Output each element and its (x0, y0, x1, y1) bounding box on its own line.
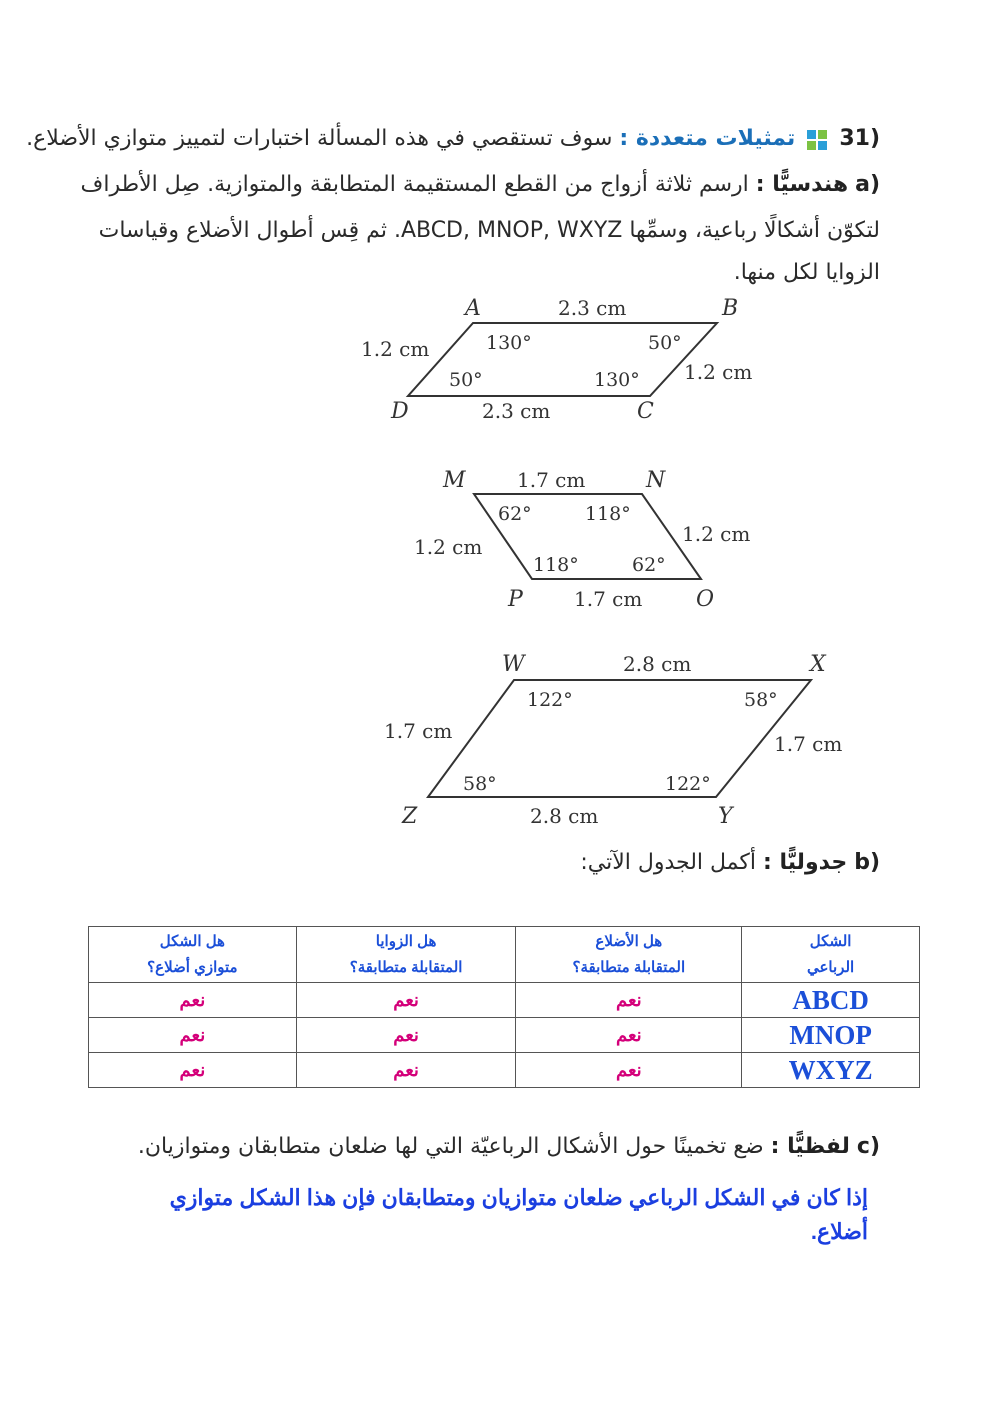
row-shape: ABCD (742, 983, 920, 1018)
vertex-x: X (810, 652, 826, 677)
angle-x: 58° (744, 689, 778, 711)
angle-y: 122° (665, 773, 711, 795)
header-sides-line2: المتقابلة متطابقة؟ (572, 958, 686, 976)
table-row (89, 1018, 920, 1053)
angle-w: 122° (527, 689, 573, 711)
quadrilateral-table (88, 926, 920, 1088)
side-zy-length: 2.8 cm (530, 804, 599, 828)
vertex-m: M (443, 468, 466, 493)
header-angles-line1: هل الزوايا (375, 932, 437, 950)
header-angles-line2: المتقابلة متطابقة؟ (349, 958, 463, 976)
vertex-a: A (465, 296, 481, 321)
side-mn-length: 1.7 cm (517, 468, 586, 492)
header-parallelogram-line2: متوازي أضلاع؟ (147, 958, 238, 976)
side-wx-length: 2.8 cm (623, 652, 692, 676)
answer-line1: إذا كان في الشكل الرباعي ضلعان متوازيان ومتطابقان فإن هذا الشكل متوازي (169, 1185, 868, 1210)
angle-a: 130° (486, 332, 532, 354)
part-c-text: ضع تخمينًا حول الأشكال الرباعيّة التي لها ضلعان متطابقان ومتوازيان. (137, 1134, 764, 1159)
angle-z: 58° (463, 773, 497, 795)
row-shape: MNOP (742, 1018, 920, 1053)
answer-line2: أضلاع. (810, 1219, 868, 1244)
table-row (89, 1053, 920, 1088)
part-a-line2: لتكوّن أشكالًا رباعية، وسمِّها ABCD, MNOP, WXYZ. ثم قِس أطوال الأضلاع وقياسات (98, 218, 880, 243)
angle-b: 50° (648, 332, 682, 354)
row-shape: WXYZ (742, 1053, 920, 1088)
row-angles-answer: نعم (296, 1018, 516, 1053)
angle-p: 118° (533, 554, 579, 576)
question-intro: سوف تستقصي في هذه المسألة اختبارات لتمييز متوازي الأضلاع. (26, 126, 613, 151)
side-no-length: 1.2 cm (682, 522, 751, 546)
angle-o: 62° (632, 554, 666, 576)
side-mp-length: 1.2 cm (414, 535, 483, 559)
row-sides-answer: نعم (516, 1053, 742, 1088)
header-parallelogram (89, 927, 297, 983)
header-shape (742, 927, 920, 983)
angle-c: 130° (594, 369, 640, 391)
row-angles-answer: نعم (296, 1053, 516, 1088)
header-sides-line1: هل الأضلاع (595, 932, 663, 950)
vertex-b: B (722, 296, 739, 321)
row-parallelogram-answer: نعم (89, 1053, 297, 1088)
part-c-line (90, 1130, 880, 1164)
header-shape-line1: الشكل (809, 932, 852, 950)
question-number: (31 (839, 126, 880, 151)
vertex-p: P (508, 587, 523, 612)
part-b-line (90, 846, 880, 880)
part-a-keyword: هندسيًّا : (755, 172, 849, 197)
side-po-length: 1.7 cm (574, 587, 643, 611)
table-header-row (89, 927, 920, 983)
header-sides (516, 927, 742, 983)
vertex-d: D (391, 399, 409, 424)
row-parallelogram-answer: نعم (89, 983, 297, 1018)
angle-m: 62° (498, 503, 532, 525)
side-dc-length: 2.3 cm (482, 399, 551, 423)
part-a-text1: ارسم ثلاثة أزواج من القطع المستقيمة المتطابقة والمتوازية. صِل الأطراف (80, 172, 749, 197)
angle-n: 118° (585, 503, 631, 525)
part-a-line3: الزوايا لكل منها. (733, 260, 880, 285)
side-xy-length: 1.7 cm (774, 732, 843, 756)
header-parallelogram-line1: هل الشكل (159, 932, 225, 950)
side-ab-length: 2.3 cm (558, 296, 627, 320)
vertex-n: N (646, 468, 666, 493)
vertex-o: O (696, 587, 715, 612)
part-a-letter: (a (855, 172, 880, 197)
row-sides-answer: نعم (516, 1018, 742, 1053)
part-c-keyword: لفظيًّا : (770, 1134, 850, 1159)
vertex-w: W (502, 652, 525, 677)
table-row (89, 983, 920, 1018)
part-b-text: أكمل الجدول الآتي: (580, 850, 756, 875)
question-title: تمثيلات متعددة : (619, 126, 796, 151)
vertex-y: Y (718, 804, 733, 829)
part-b-keyword: جدوليًّا : (762, 850, 848, 875)
side-wz-length: 1.7 cm (384, 719, 453, 743)
row-angles-answer: نعم (296, 983, 516, 1018)
angle-d: 50° (449, 369, 483, 391)
vertex-z: Z (402, 804, 418, 829)
part-b-letter: (b (854, 850, 880, 875)
header-shape-line2: الرباعي (806, 958, 855, 976)
row-parallelogram-answer: نعم (89, 1018, 297, 1053)
row-sides-answer: نعم (516, 983, 742, 1018)
side-bc-length: 1.2 cm (684, 360, 753, 384)
side-ad-length: 1.2 cm (361, 337, 430, 361)
vertex-c: C (637, 399, 654, 424)
header-angles (296, 927, 516, 983)
part-c-letter: (c (856, 1134, 880, 1159)
